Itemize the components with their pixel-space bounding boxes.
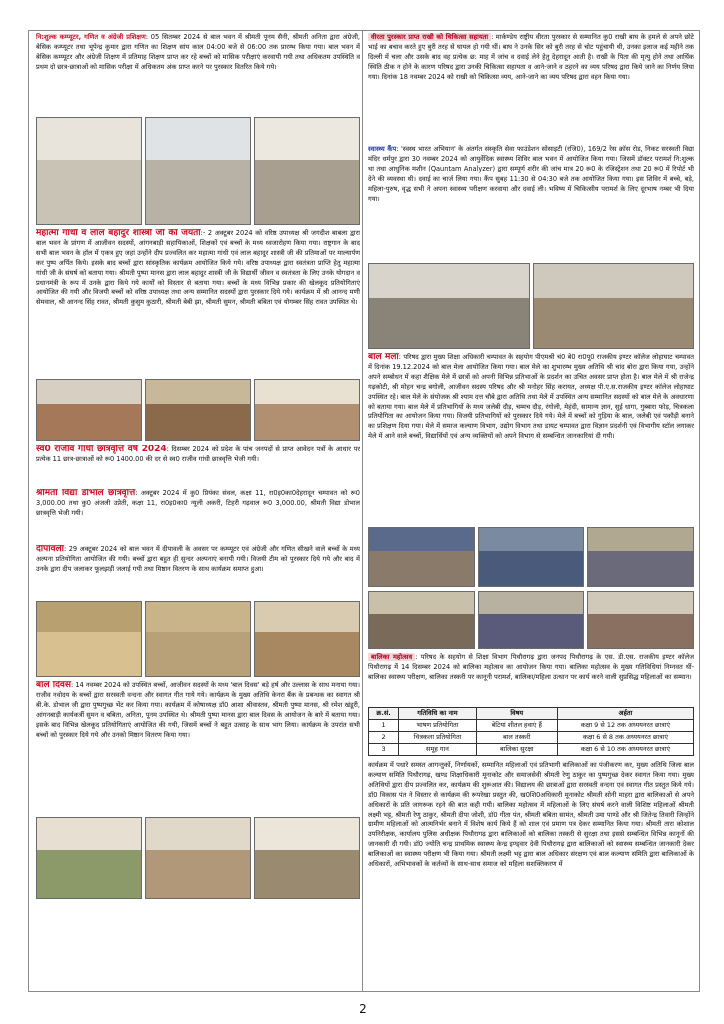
photo-computer-lab-3 [254, 117, 360, 225]
table-cell: समूह गान [399, 744, 477, 756]
table-cell: कक्षा 6 से 8 तक अध्ययनरत छात्राएं [557, 732, 693, 744]
table-cell: भाषण प्रतियोगिता [399, 720, 477, 732]
bal-mela-photos-1 [368, 527, 694, 587]
table-row [369, 720, 694, 732]
photo-mela-prize [478, 591, 585, 649]
table-cell: बेटियां शीतल हवाएं हैं [476, 720, 557, 732]
deepawali-section [36, 545, 360, 597]
left-column [36, 33, 360, 903]
photo-rangoli-design [145, 601, 251, 677]
photo-mela-guests [368, 591, 475, 649]
bal-diwas-heading: बाल दिवस [36, 681, 71, 690]
photo-mela-award [587, 527, 694, 587]
deepawali-photos [36, 601, 360, 677]
veerta-heading: वीरता पुरस्कार प्राप्त राखी को चिकित्सा सहायता [368, 33, 491, 41]
table-cell: 3 [369, 744, 399, 756]
health-camp-heading: स्वास्थ्य कैंप [368, 145, 397, 153]
balika-continuation-body: कार्यक्रम में पधारे समस्त आगन्तुकों, निर्णायकों, सम्मानित महिलाओं एवं प्रतिभागी बालिकाओं का पंजीकरण कर, मुख्य अतिथि जिला बाल कल्याण समिति पिथौरागढ़, खण्ड शिक्षाधिकारी मूनाकोट और समाजसेवी श्रीमती रेणु ठाकुर का पुष्पगुच्छ देकर स्वागत किया गया। मुख्य अतिथियों द्वारा दीप प्रज्वलित कर, कार्यक्रम की शुरूआत की। विद्यालय की छात्राओं द्वारा सरस्वती वन्दना एवं स्वागत गीत प्रस्तुत किये गये। डॉ0 विकास पंत ने विस्तार से कार्यक्रम की रूपरेखा प्रस्तुत की, ख0शि0अधिकारी मूनाकोट श्रीमती सोनी माहरा द्वारा बालिकाओं से अपने अधिकारों के प्रति जागरूक रहने की बात कही गयी। बालिका महोत्सव में महिलाओं के लिए संघर्ष करने वाली विशिष्ट महिलाओं श्रीमती लक्ष्मी भट्ट, श्रीमती रेणु ठाकुर, श्रीमती दीपा जोशी, डॉ0 गीता पंत, श्रीमती बबिता सामंत, श्रीमती उमा पाण्डे और श्री जितेन्द्र तिवारी जिन्होंने ग्रामीण महिलाओं को आत्मनिर्भर बनाने में विशेष कार्य किये हैं को शाल एवं प्रमाण पत्र देकर सम्मानित किया गया। श्रीमती तारा कोशाल उपनिरीक्षक, कार्यालय पुलिस अधीक्षक पिथौरागढ़ द्वारा बालिकाओं को बालिका तस्करी से सुरक्षा तथा इससे सम्बन्धित विभिन्न कानूनों की जानकारी दी गयी। डॉ0 ज्योति चन्द्र प्राथमिक स्वास्थ्य केन्द्र इण्ड्वार देवी पिथौरागढ़ द्वारा बालिकाओं को स्वास्थ्य सम्बन्धित जानकारी देकर बालिकाओं का स्वास्थ्य परीक्षण भी किया गया। श्रीमती लक्ष्मी भट्ट द्वारा बाल अधिकार संरक्षण एवं बाल कल्याण समिति द्वारा बालिकाओं के अधिकारों, अभिभावकों के कर्तव्यों के साथ-साथ समाज को महिला सशक्तिकरण में [368, 761, 694, 869]
photo-computer-lab-2 [145, 117, 251, 225]
photo-computer-lab-1 [36, 117, 142, 225]
table-cell: बालिका सुरक्षा [476, 744, 557, 756]
computer-training-section [36, 33, 360, 113]
bal-diwas-photos [36, 817, 360, 899]
veerta-section [368, 33, 694, 141]
computer-training-heading: नि:शुल्क कम्प्यूटर, गणित व अंग्रेजी प्रशिक्षण [36, 33, 146, 41]
table-cell: कक्षा 9 से 12 तक अध्ययनरत छात्राएं [557, 720, 693, 732]
table-cell: बाल तस्करी [476, 732, 557, 744]
photo-health-checkup-1 [368, 263, 530, 349]
photo-mela-stage [368, 527, 475, 587]
vidya-scholarship-body: : अक्टूबर 2024 में कु0 प्रियंका संवल, कक्षा 11, रा0इ0का0देहरादून चम्पावत को रू0 3,000.00 तथा कु0 अंजली उप्रेती, कक्षा 11, रा0इ0का0 न्यूली अकरी, टिहरी गढ़वाल रू0 3,000.00, श्रीमती विद्या डोभाल छात्रवृत्ति भेजी गयी। [36, 489, 360, 517]
vidya-scholarship-heading: श्रीमती विद्या डोभाल छात्रवृत्ति [36, 489, 136, 498]
bal-diwas-body: : 14 नवम्बर 2024 को उपस्थित बच्चों, आजीवन सदस्यों के मध्य 'बाल दिवस' बड़े हर्ष और उल्लास के साथ मनाया गया। राजीव नवोदय के बच्चों द्वारा सरस्वती वन्दना और स्वागत गीत गाये गये। कार्यक्रम के मुख्य अतिथि केनरा बैंक के प्रबन्धक का स्वागत श्री बी.के. डोभाल जी द्वारा पुष्पगुच्छ भेंट कर किया गया। कार्यक्रम में कोषाध्यक्ष डॉ0 आशा श्रीवास्तव, श्रीमती पुष्पा मानस, श्री रमेश खंडूरी, आंगनबाड़ी कार्यकर्त्री सुमन व बबिता, अनिता, पूनम उपस्थित थे। श्रीमती पुष्पा मानस द्वारा बाल दिवस के आयोजन के बारे में बताया गया। इसके बाद विभिन्न खेलकूद प्रतियोगिताएं आयोजित की गयी, जिसमें बच्चों ने बहुत उत्साह के साथ भाग लिया। कार्यक्रम के उपरांत सभी बच्चों को पुरस्कार दिये गये और उनको मिष्ठान वितरण किया गया। [36, 681, 360, 739]
column-divider [362, 30, 363, 992]
table-cell: कक्षा 6 से 10 तक अध्ययनरत छात्राएं [557, 744, 693, 756]
photo-mela-felicitation [587, 591, 694, 649]
computer-training-body: : 05 सितम्बर 2024 से बाल भवन में श्रीमती पूनम सैनी, श्रीमती अनिता द्वारा अंग्रेजी, बेसिक कम्प्यूटर तथा भूपेन्द्र कुमार द्वारा गणित का शिक्षण सांय काल 04:00 बजे से 06:00 तक प्रारम्भ किया गया। बाल भवन में बेसिक कम्प्यूटर और अंग्रेजी शिक्षण में प्रतिमाह शिक्षण प्राप्त कर रहे बच्चों को मासिक परीक्षाएं करवायी गयी तथा अधिकतम उपस्थिति व प्रथम दो छात्र-छात्राओं को मासिक परीक्षा में अधिकतम अंक प्राप्त करने पर पुरस्कार वितरित किये गये। [36, 33, 360, 71]
table-cell: 2 [369, 732, 399, 744]
table-cell: चित्रकला प्रतियोगिता [399, 732, 477, 744]
health-camp-section [368, 145, 694, 259]
rajiv-scholarship-section [36, 445, 360, 485]
gandhi-shastri-heading: महात्मा गांधी व लाल बहादुर शास्त्री जी की जयंती [36, 229, 201, 238]
bal-mela-body: : परिषद द्वारा मुख्य शिक्षा अधिकारी चम्पावत के सहयोग पीएमश्री चं0 बे0 रा0पू0 राजकीय इण्टर कॉलेज लोहाघाट चम्पावत में दिनांक 19.12.2024 को बाल मेला आयोजित किया गया। बाल मेले का शुभारम्भ मुख्य अतिथि श्री चांद बोरा द्वारा किया गया, उन्होंने अपने सम्बोधन में कहा शैक्षिक मेले में छात्रों को अपनी विभिन्न प्रतिभाओं के प्रदर्शन का उचित अवसर प्राप्त होता है। बाल मेले में श्री राजेन्द्र गढ़कोटी, श्री मोहन चन्द्र बगोली, आजीवन सदस्य परिषद और श्री मनोहर सिंह करायत, अध्यक्ष पी.ए.स.राजकीय इण्टर कॉलेज लोहाघाट उपस्थित रहे। बाल मेले के संयोजक श्री श्याम दत्त चौबे द्वारा अतिथि तथा मेले में उपस्थित अन्य सम्मानित सदस्यों को बाल मेले के अवधारणा को बताया गया। बाल मेले में प्रतिभागियों के मध्य जलेबी दौड़, चम्मच दौड़, रंगोली, मेहंदी, सामान्य ज्ञान, सुई धागा, गुब्बारा फोड़, चित्रकला प्रतियोगिता का आयोजन किया गया। विजयी प्रतिभागियों को पुरस्कार दिये गये। मेले में बच्चों को गुड़िया के बाल, जलेबी एवं पकौड़ी बनाने का प्रशिक्षण दिया गया। मेले में समाज कल्याण विभाग, उद्योग विभाग तथा डायट चम्पावत द्वारा विज्ञान प्रदर्शनी एवं विभागीय स्टॉल लगाकर मेले में आने वाले बच्चों, विद्यार्थियों एवं अन्य व्यक्तियों को अपने विभाग से सम्बन्धित जानकारियां दी गयी। [368, 353, 694, 441]
table-header-topic: विषय [476, 708, 557, 720]
rajiv-scholarship-body: : दिसम्बर 2024 को प्रदेश के पांच जनपदों से प्राप्त आवेदन पत्रों के आधार पर प्रत्येक 11 छात्र-छात्राओं को रू0 1400.00 की दर से स्व0 राजीव गांधी छात्रवृत्ति भेजी गयी। [36, 445, 360, 463]
table-cell: 1 [369, 720, 399, 732]
page-number: 2 [359, 1002, 367, 1016]
table-row [369, 732, 694, 744]
photo-portraits [254, 379, 360, 441]
gandhi-photos [36, 379, 360, 441]
health-camp-body: : 'स्वस्थ भारत अभियान' के अंतर्गत संस्कृति सेवा फाउंडेशन सोसाइटी (रजि0), 169/2 रेस क्रॉस रोड, निकट सरस्वती विद्या मंदिर धर्मपुर द्वारा 30 नवम्बर 2024 को आयुर्वेदिक स्वास्थ्य शिविर बाल भवन में आयोजित किया गया। जिसमें डॉक्टर परामर्श नि:शुल्क था तथा आधुनिक मशीन (Qauntam Analyzer) द्वारा सम्पूर्ण शरीर की जांच मात्र 20 रू0 के रजिस्ट्रेशन तथा 20 रू0 में रिपोर्ट भी देने की व्यवस्था थी। दवाई का चार्ज लिया गया। कैंप सुबह 11:30 से 04:30 बजे तक आयोजित किया गया। इस शिविर में बच्चे, बड़े, महिला-पुरुष, वृद्ध सभी ने अपना स्वास्थ्य परीक्षण करवाया और दवाई ली। भविष्य में चिकित्सीय परामर्श के लिए दूरभाष नम्बर भी दिया गया। [368, 145, 694, 203]
table-header-eligibility: अर्हता [557, 708, 693, 720]
photo-diya-lighting [254, 601, 360, 677]
vidya-scholarship-section [36, 489, 360, 541]
photo-bal-diwas-group [36, 817, 142, 899]
table-header-activity: गतिविधि का नाम [399, 708, 477, 720]
gandhi-shastri-body: :- 2 अक्टूबर 2024 को वरिष्ठ उपाध्यक्ष श्री जगदीश बाबला द्वारा बाल भवन के प्रांगण में आजीवन सदस्यों, आंगनबाड़ी सहायिकाओं, शिक्षकों एवं बच्चों के मध्य ध्वजारोहण किया गया। राष्ट्रगान के बाद सभी बाल भवन के हॉल में एकत्र हुए जहां उन्होंने दीप प्रज्वलित कर महात्मा गांधी एवं लाल बहादुर शास्त्री जी की प्रतिमाओं पर माल्यार्पण कर पुष्प अर्पित किये। इसके बाद बच्चों द्वारा सांस्कृतिक कार्यक्रम आयोजित किये गये। वरिष्ठ उपाध्यक्ष द्वारा स्वतंत्रता प्राप्ति हेतु महात्मा गांधी जी के संघर्ष को बताया गया। श्रीमती पुष्पा मानस द्वारा लाल बहादुर शास्त्री जी के विद्यार्थी जीवन व स्वतंत्रता के लिए उनके योगदान व प्रधानमंत्री के रूप में उनके द्वारा किये गये कार्यों को विस्तार से बताया गया। बच्चों के मध्य विभिन्न प्रकार की खेलकूद प्रतियोगिताएं आयोजित की गयी और विजयी बच्चों को वरिष्ठ उपाध्यक्ष तथा अन्य सम्मानित सदस्यों द्वारा पुरस्कार दिये गये। कार्यक्रम में श्री आनन्द मणी सेमवाल, श्री आनन्द सिंह रावत, श्रीमती कुसुम कुठारी, श्रीमती बेबी झा, श्रीमती सुमन, श्रीमती बबिता एवं योगम्बर सिंह रावत उपस्थित थे। [36, 229, 360, 307]
table-row [369, 744, 694, 756]
health-camp-photos [368, 263, 694, 349]
photo-mela-students [478, 527, 585, 587]
balika-section [368, 653, 694, 703]
photo-rangoli-children [36, 601, 142, 677]
table-header-serial: क्र.सं. [369, 708, 399, 720]
deepawali-heading: दीपावली [36, 545, 64, 554]
deepawali-body: : 29 अक्टूबर 2024 को बाल भवन में दीपावली के अवसर पर कम्प्यूटर एवं अंग्रेजी और गणित सीखने वाले बच्चों के मध्य अल्पना प्रतियोगिता आयोजित की गयी। बच्चों द्वारा बहुत ही सुन्दर अल्पनाएं बनायी गयी। विजयी टीम को पुरस्कार दिये गये और बाद में उनके द्वारा दीप जलाकर फूलझड़ी जलाई गयी तथा मिष्ठान वितरण के साथ कार्यक्रम समाप्त हुआ। [36, 545, 360, 573]
bal-mela-photos-2 [368, 591, 694, 649]
bal-mela-section [368, 353, 694, 523]
right-column [368, 33, 694, 965]
balika-heading: बालिका महोत्सव [368, 653, 415, 661]
computer-photos [36, 117, 360, 225]
gandhi-shastri-section [36, 229, 360, 375]
balika-activities-table [368, 707, 694, 756]
rajiv-scholarship-heading: स्व0 राजीव गांधी छात्रवृत्ति वर्ष 2024 [36, 445, 167, 454]
balika-body: : परिषद के सहयोग से शिक्षा विभाग पिथौरागढ़ द्वारा जनपद पिथौरागढ़ के एस. डी.एस. राजकीय इण्टर कॉलेज पिथौरागढ़ में 14 दिसम्बर 2024 को बालिका महोत्सव का आयोजन किया गया। बालिका महोत्सव के मुख्य गतिविधियां निम्नवत थीं- बालिका स्वास्थ्य परीक्षण, बालिका तस्करी पर कानूनी परामर्श, बालिका/महिला उत्थान पर कार्य करने वाली सुप्रसिद्ध महिलाओं का सम्मान। [368, 653, 694, 681]
photo-bal-diwas-hall [145, 817, 251, 899]
bal-diwas-section [36, 681, 360, 813]
photo-children-seated [36, 379, 142, 441]
photo-health-checkup-2 [533, 263, 695, 349]
balika-continuation [368, 761, 694, 961]
photo-floral-tribute [145, 379, 251, 441]
bal-mela-heading: बाल मेला [368, 353, 399, 362]
photo-bal-diwas-stage [254, 817, 360, 899]
veerta-body: : मार्कण्डेय राष्ट्रीय वीरता पुरस्कार से सम्मानित कु0 राखी बाघ के हमले से अपने छोटे भाई का बचाव करते हुए बुरी तरह से घायल हो गयी थीं। बाघ ने उनके सिर को बुरी तरह से चोट पहुंचायी थी, उनका इलाज कई महीने तक दिल्ली में चला और उसके बाद वह प्रत्येक छ: माह में जांच व दवाई लेने हेतु देहरादून आती है। राखी के पिता की मृत्यु होने तथा आर्थिक स्थिति ठीक न होने के कारण परिषद द्वारा उनकी चिकित्सा सहायता व आने-जाने व ठहरने का व्यय परिषद द्वारा किये जाने का निर्णय लिया गया। दिनांक 18 नवम्बर 2024 को राखी को चिकित्सा व्यय, आने-जाने का व्यय परिषद द्वारा वहन किया गया। [368, 33, 694, 81]
